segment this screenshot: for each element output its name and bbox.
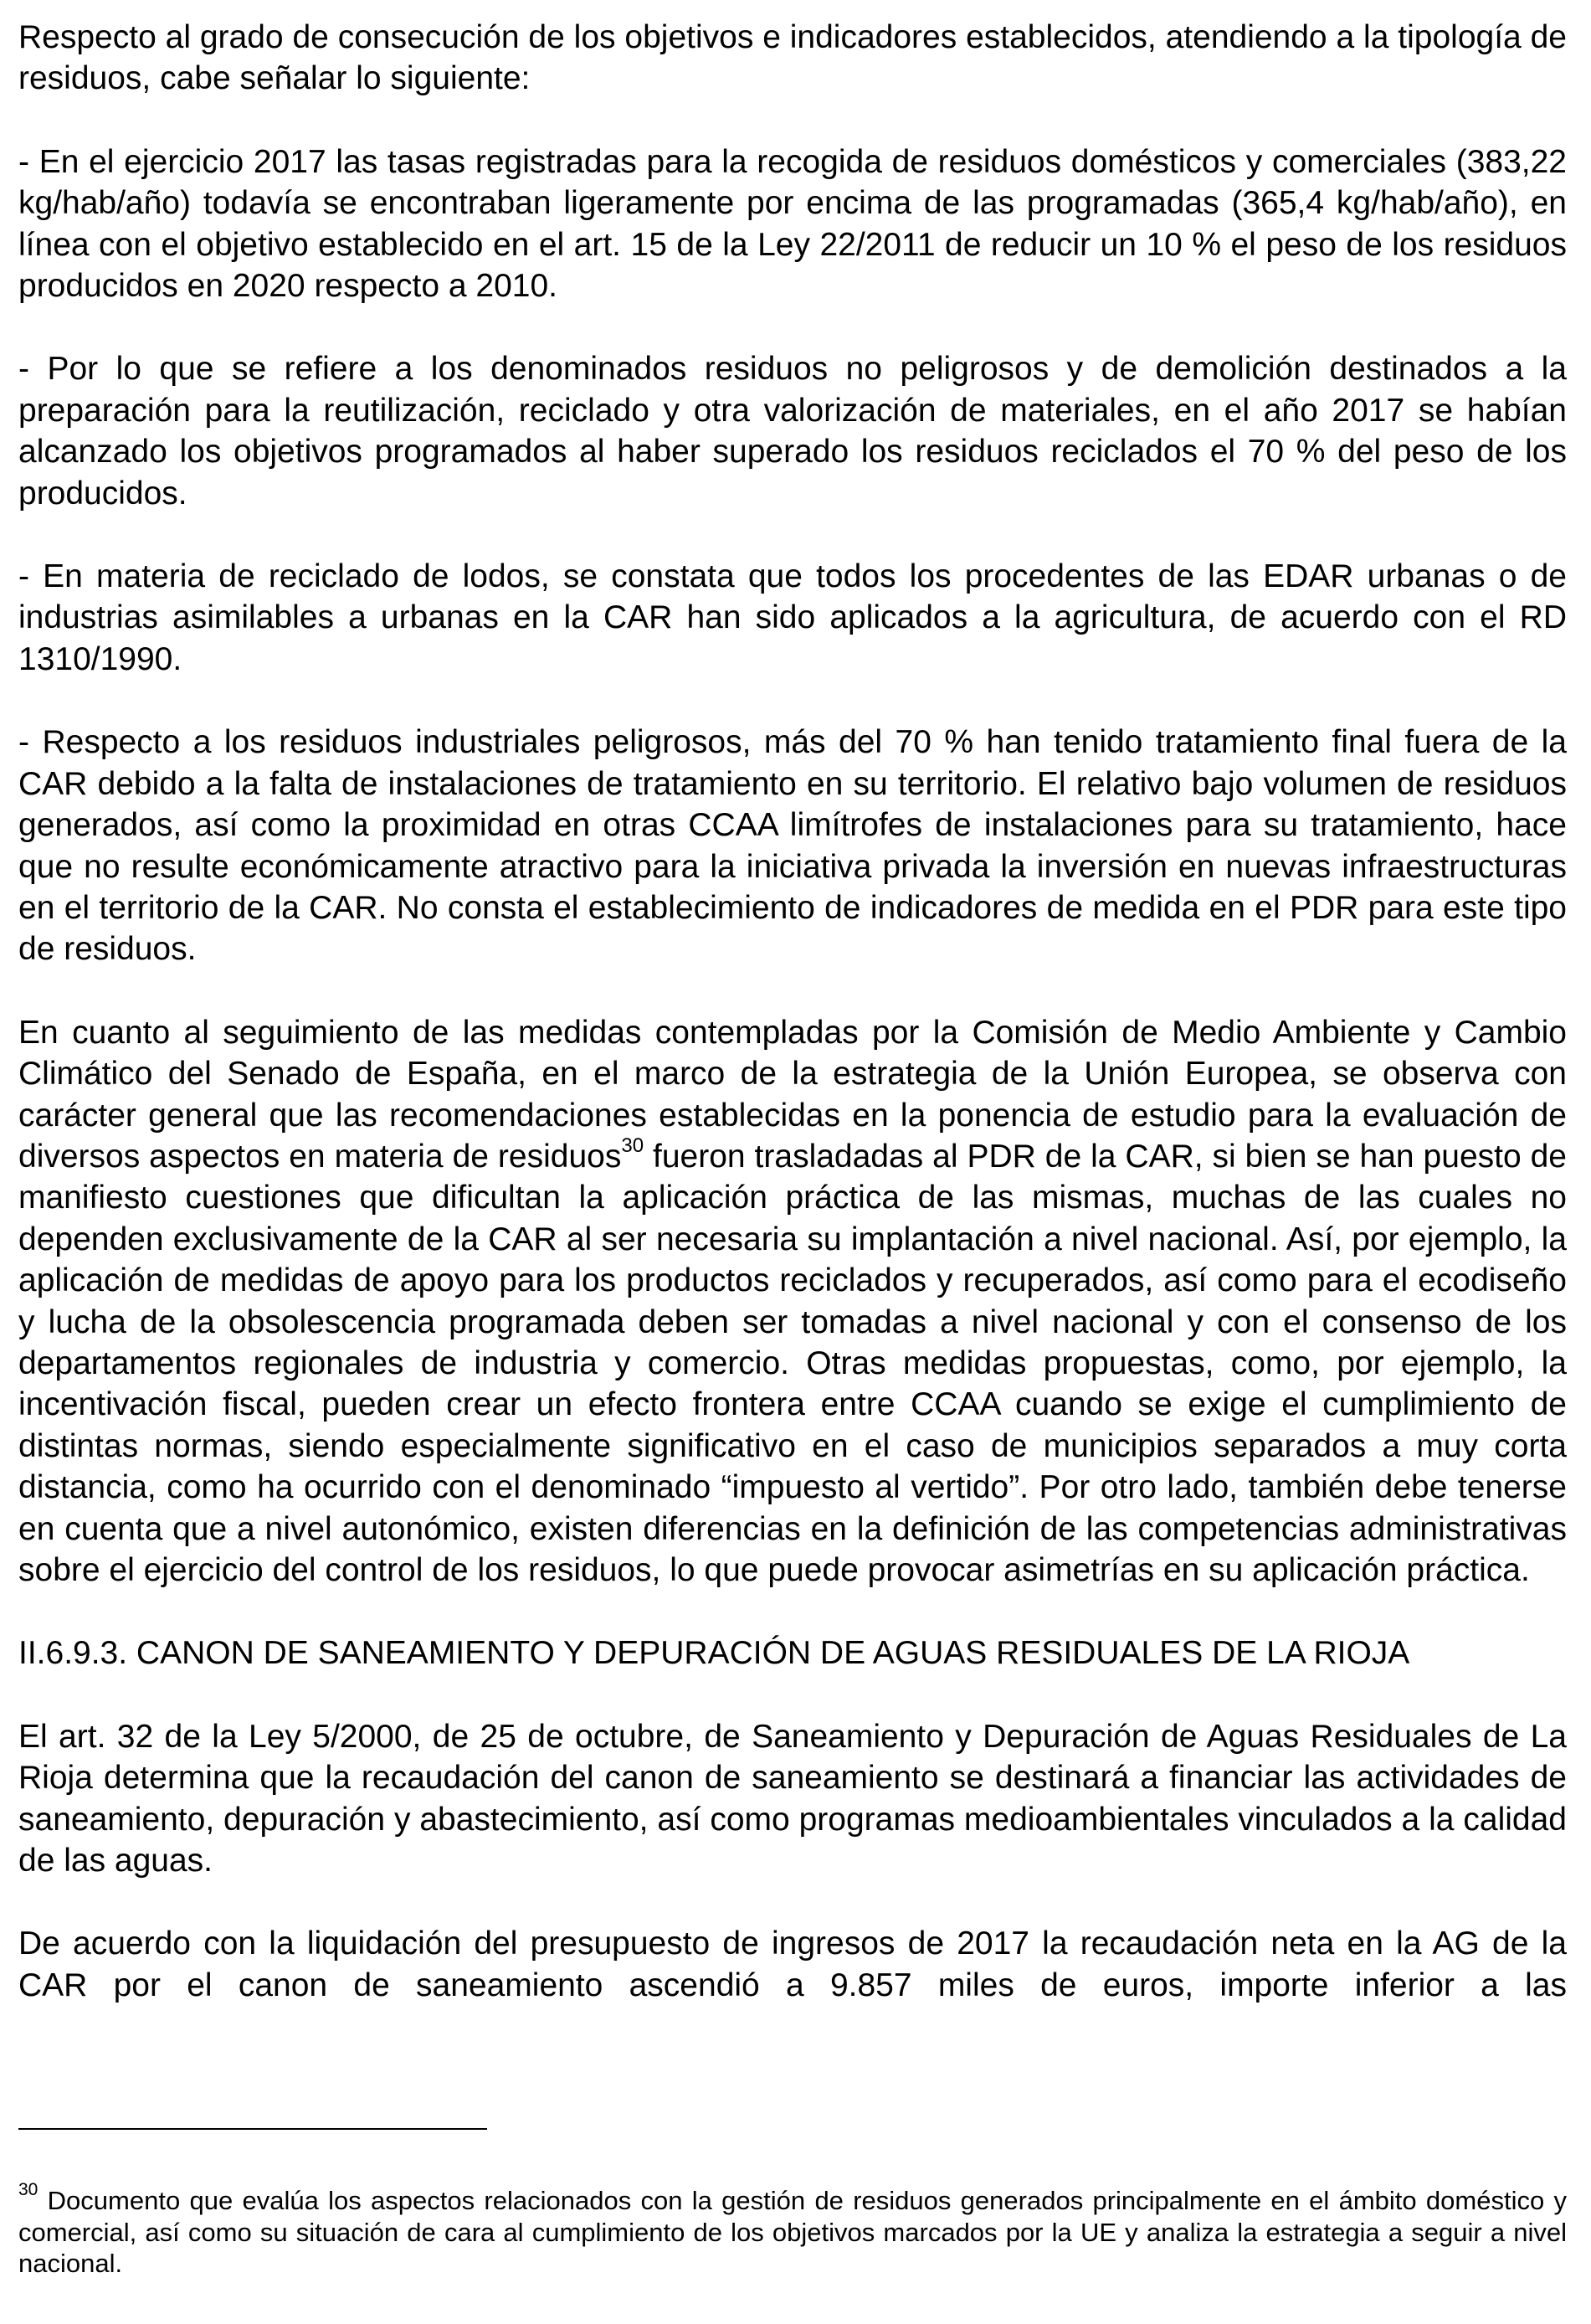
section-heading: II.6.9.3. CANON DE SANEAMIENTO Y DEPURACIÓN DE AGUAS RESIDUALES DE LA RIOJA <box>18 1635 1410 1672</box>
senate-paragraph-text-start: En cuanto al seguimiento de las medidas contempladas por la Comisión de Medio Ambiente y Cambio Climático del Senado de España, en el marco de la estrategia de la Unión Europea, se observa con carácter general que las recomendaciones establecidas en la ponencia de estudio para la evaluación de diversos aspectos en materia de residuos <box>18 1014 1567 1175</box>
footnote-separator <box>18 2128 487 2130</box>
domestic-waste-paragraph: - En el ejercicio 2017 las tasas registradas para la recogida de residuos domésticos y comerciales (383,22 kg/hab/año) todavía se encontraban ligeramente por encima de las programadas (365,4 kg/hab/año), en línea con el objetivo establecido en el art. 15 de la Ley 22/2011 de reducir un 10 % el peso de los residuos producidos en 2020 respecto a 2010. <box>18 143 1567 305</box>
footnote <box>18 2179 1567 2280</box>
footnote-reference[interactable]: 30 <box>621 1134 644 1157</box>
canon-revenue-paragraph: De acuerdo con la liquidación del presupuesto de ingresos de 2017 la recaudación neta en la AG de la CAR por el canon de saneamiento ascendió a 9.857 miles de euros, importe inferior a las <box>18 1926 1567 2003</box>
footnote-number: 30 <box>18 2179 38 2199</box>
document-page <box>18 17 1567 2048</box>
non-hazardous-waste-paragraph: - Por lo que se refiere a los denominados residuos no peligrosos y de demolición destinados a la preparación para la reutilización, reciclado y otra valorización de materiales, en el año 2017 se habían alcanzado los objetivos programados al haber superado los residuos reciclados el 70 % del peso de los producidos. <box>18 351 1567 512</box>
canon-law-paragraph: El art. 32 de la Ley 5/2000, de 25 de octubre, de Saneamiento y Depuración de Aguas Residuales de La Rioja determina que la recaudación del canon de saneamiento se destinará a financiar las actividades de saneamiento, depuración y abastecimiento, así como programas medioambientales vinculados a la calidad de las aguas. <box>18 1718 1567 1879</box>
senate-measures-paragraph <box>18 1012 1567 1591</box>
sludge-recycling-paragraph: - En materia de reciclado de lodos, se constata que todos los procedentes de las EDAR urbanas o de industrias asimilables a urbanas en la CAR han sido aplicados a la agricultura, de acuerdo con el RD 1310/1990. <box>18 558 1567 677</box>
hazardous-waste-paragraph: - Respecto a los residuos industriales peligrosos, más del 70 % han tenido tratamiento final fuera de la CAR debido a la falta de instalaciones de tratamiento en su territorio. El relativo bajo volumen de residuos generados, así como la proximidad en otras CCAA limítrofes de instalaciones para su tratamiento, hace que no resulte económicamente atractivo para la iniciativa privada la inversión en nuevas infraestructuras en el territorio de la CAR. No consta el establecimiento de indicadores de medida en el PDR para este tipo de residuos. <box>18 724 1567 968</box>
footnote-text: Documento que evalúa los aspectos relacionados con la gestión de residuos generados principalmente en el ámbito doméstico y comercial, así como su situación de cara al cumplimiento de los objetivos marcados por la UE y analiza la estrategia a seguir a nivel nacional. <box>18 2186 1567 2278</box>
senate-paragraph-text-end: fueron trasladadas al PDR de la CAR, si bien se han puesto de manifiesto cuestiones que dificultan la aplicación práctica de las mismas, muchas de las cuales no dependen exclusivamente de la CAR al ser necesaria su implantación a nivel nacional. Así, por ejemplo, la aplicación de medidas de apoyo para los productos reciclados y recuperados, así como para el ecodiseño y lucha de la obsolescencia programada deben ser tomadas a nivel nacional y con el consenso de los departamentos regionales de industria y comercio. Otras medidas propuestas, como, por ejemplo, la incentivación fiscal, pueden crear un efecto frontera entre CCAA cuando se exige el cumplimiento de distintas normas, siendo especialmente significativo en el caso de municipios separados a muy corta distancia, como ha ocurrido con el denominado “impuesto al vertido”. Por otro lado, también debe tenerse en cuenta que a nivel autonómico, existen diferencias en la definición de las competencias administrativas sobre el ejercicio del control de los residuos, lo que puede provocar asimetrías en su aplicación práctica. <box>18 1138 1567 1588</box>
intro-paragraph: Respecto al grado de consecución de los objetivos e indicadores establecidos, atendiendo a la tipología de residuos, cabe señalar lo siguiente: <box>18 19 1567 97</box>
